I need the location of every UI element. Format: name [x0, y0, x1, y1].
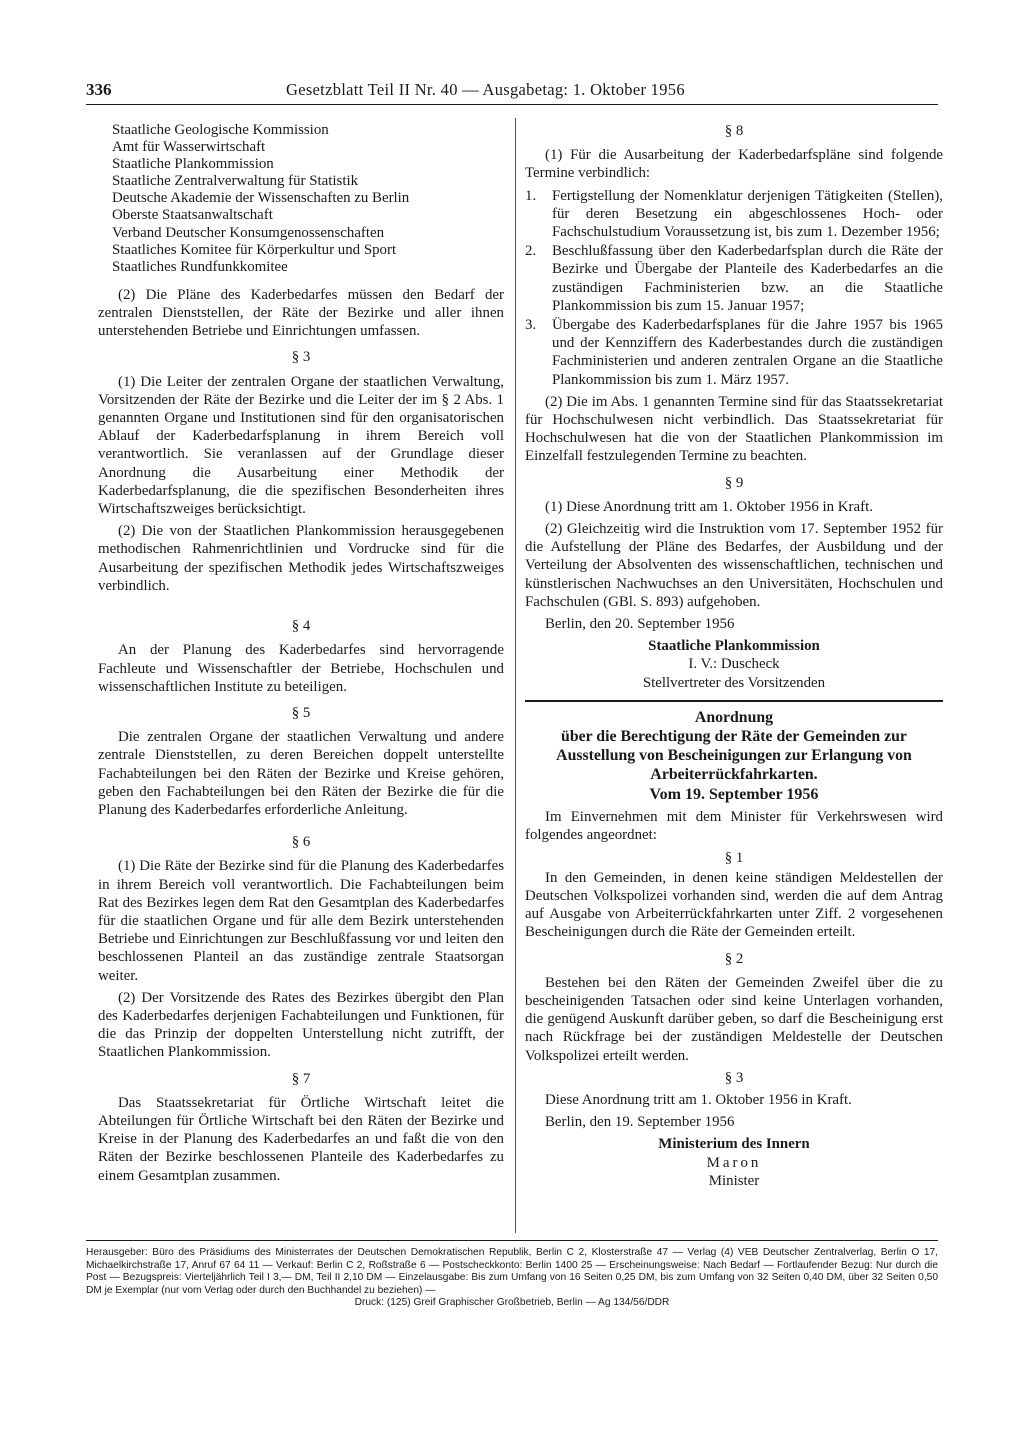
section-8-paragraph-1: (1) Für die Ausarbeitung der Kaderbedarfspläne sind folgende Termine verbindlich: [525, 147, 943, 182]
right-column [525, 122, 943, 1190]
signature-name: I. V.: Duscheck [688, 656, 780, 673]
ordinance-section-3-heading: § 3 [724, 1069, 744, 1086]
ordinance-date: Vom 19. September 1956 [649, 785, 819, 803]
section-7-paragraph: Das Staatssekretariat für Örtliche Wirtschaft leitet die Abteilungen für Örtliche Wirtschaft bei den Räten der Bezirke und Kreise in der Planung des Kaderbedarfes an und faßt die von den Räten der Bezirke beschlossenen Planteile des Kaderbedarfes zu einem Gesamtplan zusammen. [98, 1094, 504, 1184]
item-number: 1. [525, 187, 537, 204]
item-text: Übergabe des Kaderbedarfsplanes für die Jahre 1957 bis 1965 und der Kennziffern des Kaderbestandes durch die zuständigen Fachministerien und anderen zentralen Organe an die Staatliche Plankommission bis zum 1. März 1957. [552, 317, 943, 388]
ordinance-section-2-heading: § 2 [724, 950, 744, 967]
place-date: Berlin, den 19. September 1956 [545, 1114, 735, 1131]
section-6-paragraph-1: (1) Die Räte der Bezirke sind für die Planung des Kaderbedarfes in ihrem Bereich voll verantwortlich. Die Fachabteilungen beim Rat des Bezirkes legen dem Rat den Gesamtplan des Kaderbedarfes für die staatlichen Organe und für alle dem Bezirk unterstehenden Betriebe und Einrichtungen zur Beschlußfassung vor und leiten den beschlossenen Planteil an das zuständige zentrale Staatsorgan weiter. [98, 858, 504, 984]
left-column [98, 122, 504, 1189]
authority-item: Verband Deutscher Konsumgenossenschaften [112, 224, 385, 241]
signature-role: Stellvertreter des Vorsitzenden [642, 674, 826, 691]
ordinance-section-2-paragraph: Bestehen bei den Räten der Gemeinden Zweifel über die zu bescheinigenden Tatsachen oder sind keine Unterlagen vorhanden, die genügend Auskunft darüber geben, so darf die Bescheinigung erst nach Rückfrage bei der zuständigen Meldestelle der Deutschen Volkspolizei erteilt werden. [525, 974, 943, 1064]
section-4-heading: § 4 [291, 618, 311, 635]
imprint-footer [86, 1240, 938, 1310]
ordinance-section-1-paragraph: In den Gemeinden, in denen keine ständigen Meldestellen der Deutschen Volkspolizei vorhanden sind, werden die auf dem Antrag auf Ausgabe von Arbeiterrückfahrkarten unter Ziff. 2 vorgesehenen Bescheinigungen durch die Räte der Gemeinden erteilt. [525, 869, 943, 941]
section-6-paragraph-2: (2) Der Vorsitzende des Rates des Bezirkes übergibt den Plan des Kaderbedarfes derjenigen Fachabteilungen und Funktionen, für die das Prinzip der doppelten Unterstellung nicht zutrifft, der Staatlichen Plankommission. [98, 989, 504, 1061]
paragraph-2-2: (2) Die Pläne des Kaderbedarfes müssen den Bedarf der zentralen Dienststellen, der Räte der Bezirke und aller ihnen unterstehenden Betriebe und Einrichtungen umfassen. [98, 286, 504, 340]
signature-organization: Ministerium des Innern [658, 1136, 810, 1153]
section-9-paragraph-1: (1) Diese Anordnung tritt am 1. Oktober 1956 in Kraft. [545, 498, 873, 515]
ordinance-intro: Im Einvernehmen mit dem Minister für Verkehrswesen wird folgendes angeordnet: [525, 809, 943, 844]
section-9-paragraph-2: (2) Gleichzeitig wird die Instruktion vom 17. September 1952 für die Aufstellung der Pläne des Bedarfes, der Ausbildung und der Verteilung der Absolventen des wissenschaftlichen, technischen und künstlerischen Nachwuchses an den Universitäten, Hochschulen und Fachschulen (GBl. S. 893) aufgehoben. [525, 521, 943, 610]
section-8-heading: § 8 [724, 123, 744, 139]
signature-name: Maron [706, 1154, 762, 1171]
item-number: 3. [525, 317, 537, 334]
authority-item: Staatliche Zentralverwaltung für Statistik [112, 173, 359, 190]
separator-rule [525, 700, 943, 702]
column-divider [515, 118, 516, 1233]
item-text: Fertigstellung der Nomenklatur derjenigen Tätigkeiten (Stellen), für deren Besetzung ein abgeschlossenes Hoch- oder Fachschulstudium Voraussetzung ist, bis zum 1. Dezember 1956; [552, 187, 943, 241]
authority-list [112, 122, 504, 276]
ordinance-section-3-paragraph: Diese Anordnung tritt am 1. Oktober 1956 in Kraft. [545, 1091, 852, 1108]
print-credit: Druck: (125) Greif Graphischer Großbetrieb, Berlin — Ag 134/56/DDR [354, 1297, 670, 1309]
deadline-item [525, 316, 943, 389]
item-number: 2. [525, 243, 537, 260]
section-8-paragraph-2: (2) Die im Abs. 1 genannten Termine sind für das Staatssekretariat für Hochschulwesen nicht verbindlich. Das Staatssekretariat für Hochschulwesen hat die von der Staatlichen Plankommission im Einzelfall festzulegenden Termine zu beachten. [525, 393, 943, 465]
signature-organization: Staatliche Plankommission [648, 638, 820, 655]
section-5-heading: § 5 [291, 704, 311, 721]
gazette-title: Gesetzblatt Teil II Nr. 40 — Ausgabetag: 1. Oktober 1956 [286, 80, 685, 99]
deadline-item [525, 242, 943, 315]
section-3-paragraph-1: (1) Die Leiter der zentralen Organe der staatlichen Verwaltung, Vorsitzenden der Räte der Bezirke und die Leiter der im § 2 Abs. 1 genannten Organe und Institutionen sind für den organisatorischen Ablauf der Kaderbedarfsplanung in ihrem Bereich voll verantwortlich. Sie veranlassen auf der Grundlage dieser Anordnung die Ausarbeitung einer Methodik der Kaderbedarfsplanung, die die spezifischen Besonderheiten ihres Wirtschaftszweiges berücksichtigt. [98, 373, 504, 518]
section-6-heading: § 6 [291, 834, 311, 851]
authority-item: Deutsche Akademie der Wissenschaften zu Berlin [112, 190, 410, 207]
imprint-text: Herausgeber: Büro des Präsidiums des Ministerrates der Deutschen Demokratischen Republik, Berlin C 2, Klosterstraße 47 — Verlag (4) VEB Deutscher Zentralverlag, Berlin O 17, Michaelkirchstraße 17, Anruf 67 64 11 — Verkauf: Berlin C 2, Roßstraße 6 — Postscheckkonto: Berlin 1400 25 — Erscheinungsweise: Nach Bedarf — Fortlaufender Bezug: Nur durch die Post — Bezugspreis: Vierteljährlich Teil I 3,— DM, Teil II 2,10 DM — Einzelausgabe: Bis zum Umfang von 16 Seiten 0,25 DM, bis zum Umfang von 32 Seiten 0,40 DM, über 32 Seiten 0,50 DM je Exemplar (nur vom Verlag oder durch den Buchhandel zu beziehen) — [86, 1247, 938, 1296]
place-date: Berlin, den 20. September 1956 [545, 616, 735, 633]
ordinance-subtitle: über die Berechtigung der Räte der Gemeinden zur Ausstellung von Bescheinigungen zur Erlangung von Arbeiterrückfahrkarten. [556, 727, 912, 783]
ordinance-section-1-heading: § 1 [724, 849, 744, 866]
authority-item: Oberste Staatsanwaltschaft [112, 207, 273, 224]
deadline-list [525, 187, 943, 389]
section-5-paragraph: Die zentralen Organe der staatlichen Verwaltung und andere zentrale Dienststellen, zu deren Bereichen doppelt unterstellte Fachabteilungen bei den Räten der Bezirke und Kreise gehören, geben den Fachabteilungen bei den Räten der Bezirke die für die Planung des Kaderbedarfes erforderliche Anleitung. [98, 729, 504, 818]
section-4-paragraph: An der Planung des Kaderbedarfes sind hervorragende Fachleute und Wissenschaftler der Betriebe, Hochschulen und wissenschaftlichen Institute zu beteiligen. [98, 642, 504, 695]
signature-role: Minister [708, 1172, 760, 1189]
item-text: Beschlußfassung über den Kaderbedarfsplan durch die Räte der Bezirke und Übergabe der Planteile des Kaderbedarfes an die zuständigen Fachministerien bzw. an die Staatliche Plankommission bis zum 15. Januar 1957; [552, 243, 943, 314]
section-3-paragraph-2: (2) Die von der Staatlichen Plankommission herausgegebenen methodischen Rahmenrichtlinien und Vordrucke sind für die Ausarbeitung der spezifischen Methodik jedes Wirtschaftszweiges verbindlich. [98, 523, 504, 594]
page-header [86, 80, 938, 105]
ordinance-title: Anordnung [694, 708, 774, 726]
authority-item: Staatliche Geologische Kommission [112, 122, 329, 138]
authority-item: Amt für Wasserwirtschaft [112, 139, 266, 156]
authority-item: Staatliches Rundfunkkomitee [112, 258, 288, 275]
section-9-heading: § 9 [724, 474, 744, 491]
section-3-heading: § 3 [291, 349, 311, 366]
section-7-heading: § 7 [291, 1070, 311, 1087]
authority-item: Staatliche Plankommission [112, 156, 274, 173]
authority-item: Staatliches Komitee für Körperkultur und Sport [112, 241, 397, 258]
deadline-item [525, 187, 943, 242]
page-number: 336 [86, 80, 112, 99]
